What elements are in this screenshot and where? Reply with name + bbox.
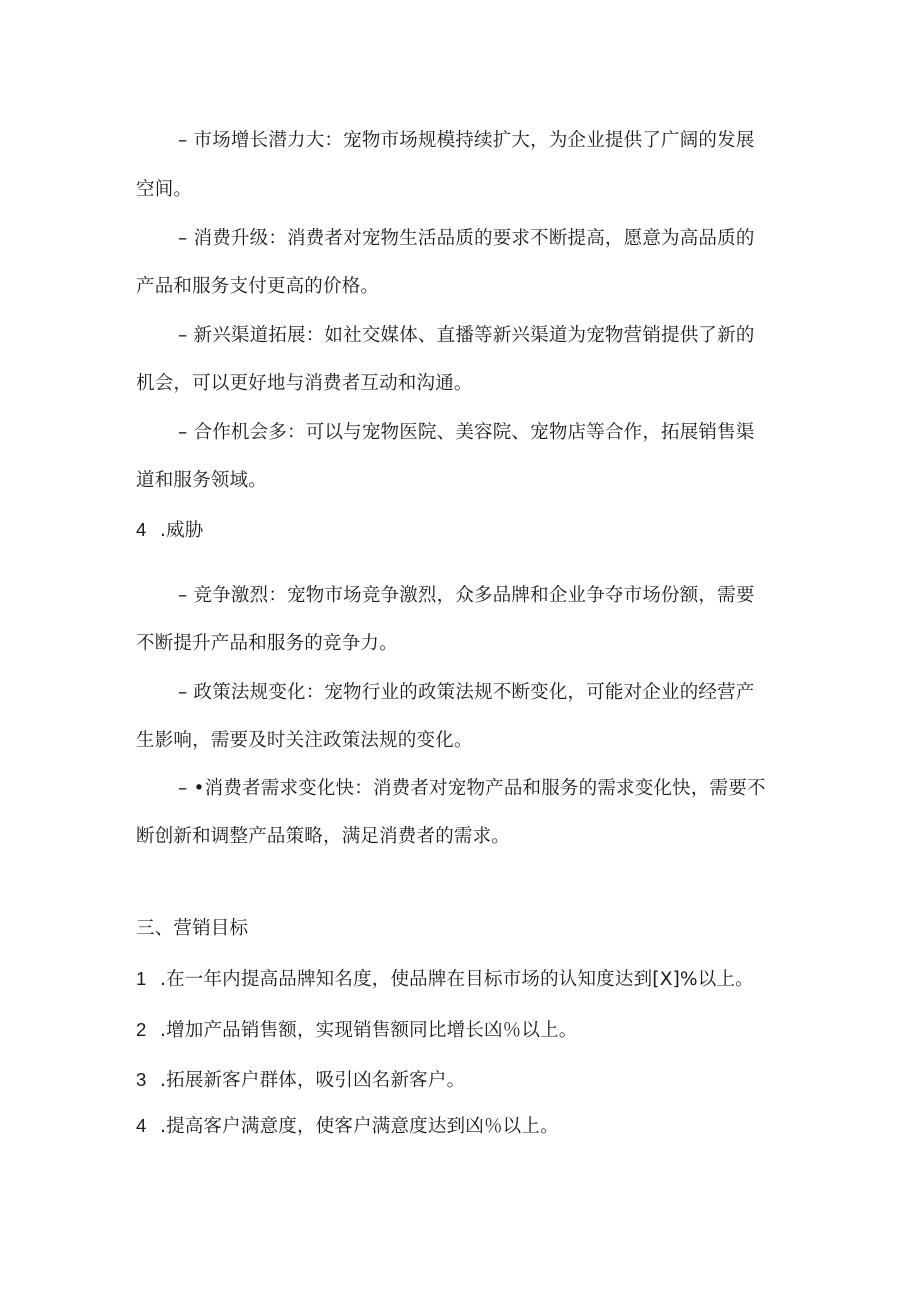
goal-text: .增加产品销售额，实现销售额同比增长凶％以上。 <box>160 1020 578 1041</box>
goal-number: 4 <box>136 1115 147 1136</box>
threats-heading-text: .威胁 <box>160 520 204 541</box>
threat-item-3-line2: 断创新和调整产品策略，满足消费者的需求。 <box>136 826 511 847</box>
goal-number: 3 <box>136 1069 147 1090</box>
threat-item-1-line1: – 竞争激烈：宠物市场竞争激烈，众多品牌和企业争夺市场份额，需要 <box>178 585 755 606</box>
goal-text: .在一年内提高品牌知名度，使品牌在目标市场的认知度达到[X]%以上。 <box>160 969 754 990</box>
opportunity-item-1-line2: 空间。 <box>136 179 193 200</box>
goal-text: .提高客户满意度，使客户满意度达到凶％以上。 <box>160 1116 559 1137</box>
goal-number: 2 <box>136 1019 147 1040</box>
threat-item-3-line1: – •消费者需求变化快：消费者对宠物产品和服务的需求变化快，需要不 <box>178 778 766 799</box>
threats-heading-number: 4 <box>136 519 147 540</box>
opportunity-item-2-line1: – 消费升级：消费者对宠物生活品质的要求不断提高，愿意为高品质的 <box>178 228 755 249</box>
opportunity-item-1-line1: – 市场增长潜力大：宠物市场规模持续扩大，为企业提供了广阔的发展 <box>178 130 755 151</box>
opportunity-item-3-line2: 机会，可以更好地与消费者互动和沟通。 <box>136 373 473 394</box>
goal-item-4 <box>0 1113 920 1140</box>
opportunity-item-3-line1: – 新兴渠道拓展：如社交媒体、直播等新兴渠道为宠物营销提供了新的 <box>178 325 755 346</box>
threat-item-2-line1: – 政策法规变化：宠物行业的政策法规不断变化，可能对企业的经营产 <box>178 682 755 703</box>
threat-item-1-line2: 不断提升产品和服务的竞争力。 <box>136 633 398 654</box>
goal-number: 1 <box>136 968 147 989</box>
goal-item-3 <box>0 1067 920 1094</box>
goal-text: .拓展新客户群体，吸引凶名新客户。 <box>160 1070 466 1091</box>
threats-heading <box>0 517 920 544</box>
opportunity-item-4-line1: – 合作机会多：可以与宠物医院、美容院、宠物店等合作，拓展销售渠 <box>178 422 755 443</box>
goal-item-2 <box>0 1017 920 1044</box>
opportunity-item-2-line2: 产品和服务支付更高的价格。 <box>136 276 380 297</box>
opportunity-item-4-line2: 道和服务领域。 <box>136 470 267 491</box>
goal-item-1 <box>0 966 920 993</box>
section-title: 三、营销目标 <box>136 918 249 939</box>
threat-item-2-line2: 生影响，需要及时关注政策法规的变化。 <box>136 730 473 751</box>
